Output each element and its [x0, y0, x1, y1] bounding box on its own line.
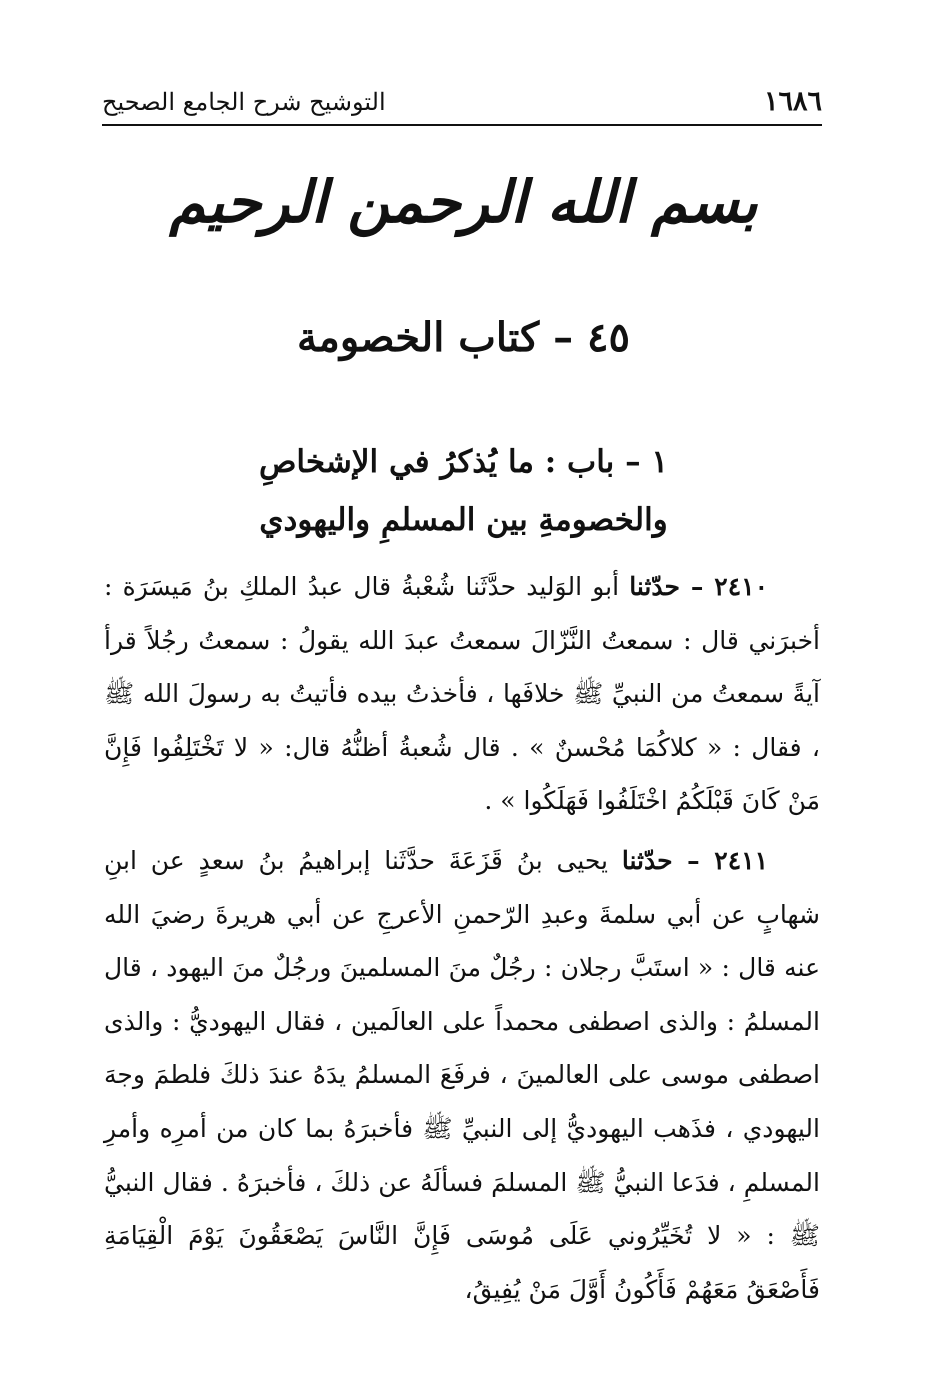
hadith-paragraph [104, 560, 820, 828]
chapter-title-line-1: ١ – باب : ما يُذكرُ في الإشخاصِ [258, 444, 669, 480]
hadith-text: أبو الوَليد حدَّثَنا شُعْبةُ قال عبدُ الملكِ بنُ مَيسَرَة : أخبرَني قال : سمعتُ النَّزّالَ سمعتُ عبدَ الله يقولُ : سمعتُ رجُلاً قرأ آيةً سمعتُ من النبيِّ ﷺ خلافَها ، فأخذتُ بيده فأتيتُ به رسولَ الله ﷺ ، فقال : « كلاكُمَا مُحْسنٌ » . قال شُعبةُ أظنُّهُ قال: « لا تَخْتَلِفُوا فَإِنَّ مَنْ كَانَ قَبْلَكُمُ اخْتَلَفُوا فَهَلَكُوا » . [104, 572, 820, 816]
basmala-calligraphy: بسم الله الرحمن الرحيم [169, 168, 758, 236]
page-number: ١٦٨٦ [763, 86, 822, 117]
chapter-title-line-2: والخصومةِ بين المسلمِ واليهودي [259, 502, 668, 538]
body-text [104, 560, 820, 1316]
hadith-text: يحيى بنُ قَزَعَةَ حدَّثَنا إبراهيمُ بنُ سعدٍ عن ابنِ شهابٍ عن أبي سلمةَ وعبدِ الرّحمنِ الأعرجِ عن أبي هريرةَ رضيَ الله عنه قال : « استَبَّ رجلان : رجُلٌ منَ المسلمينَ ورجُلٌ منَ اليهود ، قال المسلمُ : والذى اصطفى محمداً على العالَمين ، فقال اليهوديُّ : والذى اصطفى موسى على العالمينَ ، فرفَعَ المسلمُ يدَهُ عندَ ذلكَ فلطمَ وجهَ اليهودي ، فذَهب اليهوديُّ إلى النبيِّ ﷺ فأخبرَهُ بما كان من أمرِه وأمرِ المسلمِ ، فدَعا النبيُّ ﷺ المسلمَ فسألَهُ عن ذلكَ ، فأخبرَهُ . فقال النبيُّ ﷺ : « لا تُخَيِّرُوني عَلَى مُوسَى فَإِنَّ النَّاسَ يَصْعَقُونَ يَوْمَ الْقِيَامَةِ فَأَصْعَقُ مَعَهُمْ فَأَكُونُ أَوَّلَ مَنْ يُفِيقُ، [104, 845, 820, 1304]
running-title: التوشيح شرح الجامع الصحيح [102, 88, 386, 116]
hadith-dash: – [672, 845, 715, 875]
hadith-paragraph [104, 834, 820, 1316]
hadith-number: ٢٤١١ [714, 845, 768, 875]
hadith-dash: – [679, 572, 715, 601]
hadith-keyword: حدّثنا [621, 845, 673, 875]
page-header [102, 86, 822, 122]
header-rule [102, 124, 822, 126]
hadith-number: ٢٤١٠ [714, 572, 768, 601]
hadith-keyword: حدّثنا [629, 572, 680, 601]
book-title: ٤٥ – كتاب الخصومة [296, 314, 631, 361]
